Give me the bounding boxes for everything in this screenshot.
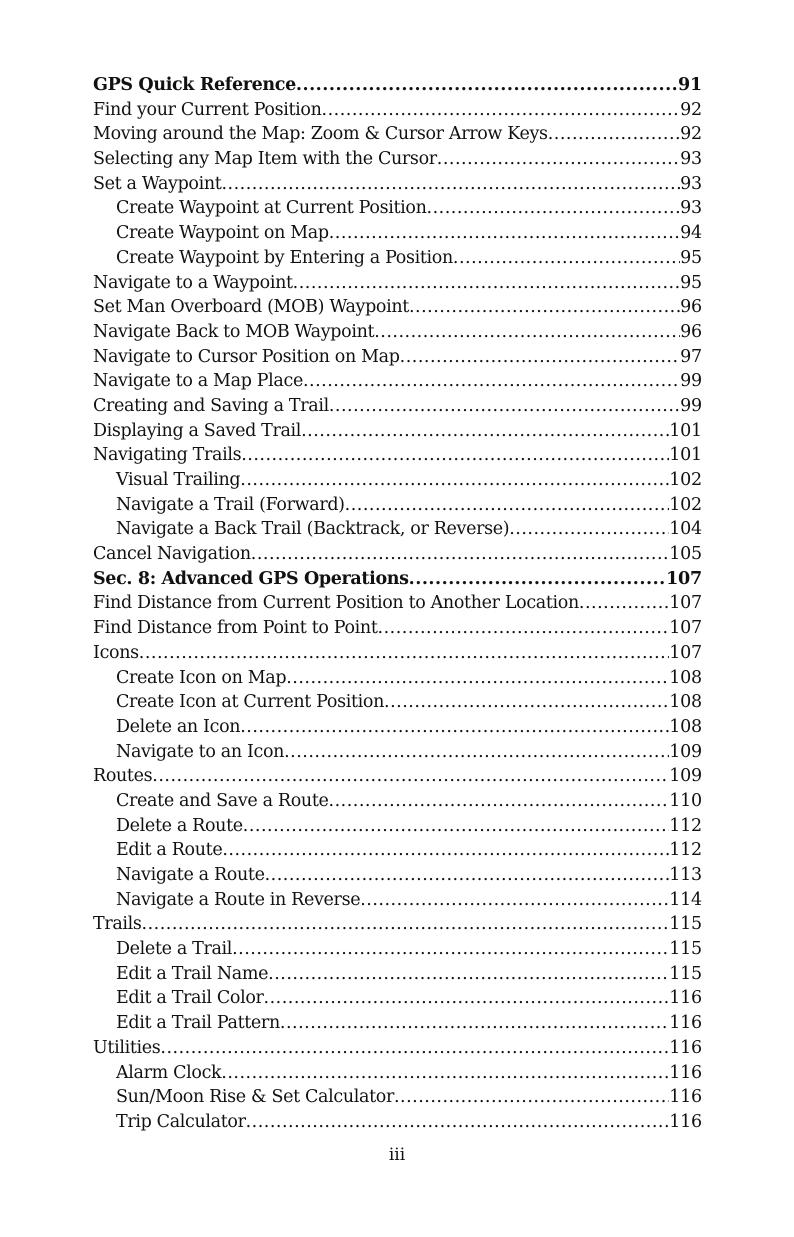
toc-entry-page-number: 102 [669, 494, 702, 515]
toc-entry[interactable] [93, 443, 702, 468]
toc-entry-page-number: 102 [669, 470, 702, 490]
toc-entry-title: Sec. 8: Advanced GPS Operations [93, 568, 409, 589]
toc-entry-title: Sun/Moon Rise & Set Calculator [116, 1087, 394, 1108]
toc-entry-title: Creating and Saving a Trail [93, 395, 329, 416]
toc-entry-page-number: 116 [669, 1037, 702, 1058]
toc-entry[interactable] [93, 641, 702, 666]
toc-entry-page-number: 95 [680, 247, 702, 268]
dot-leader [301, 419, 669, 444]
dot-leader [268, 962, 669, 987]
dot-leader [232, 937, 669, 962]
toc-entry[interactable] [93, 369, 702, 394]
toc-entry-page-number: 112 [669, 840, 702, 861]
toc-subentry[interactable] [93, 838, 702, 863]
dot-leader [579, 591, 669, 616]
dot-leader [240, 715, 669, 740]
dot-leader [296, 73, 678, 98]
toc-entry-title: Set Man Overboard (MOB) Waypoint [93, 297, 409, 318]
toc-subentry[interactable] [93, 666, 702, 691]
toc-entry-title: Find Distance from Point to Point [93, 618, 378, 639]
toc-entry[interactable] [93, 147, 702, 172]
toc-entry-title: Create Icon on Map [116, 667, 287, 688]
toc-entry-page-number: 93 [680, 198, 702, 219]
dot-leader [241, 443, 669, 468]
toc-entry-title: Visual Trailing [116, 470, 241, 490]
dot-leader [384, 690, 669, 715]
toc-subentry[interactable] [93, 937, 702, 962]
toc-entry-page-number: 99 [680, 371, 702, 392]
toc-entry-page-number: 101 [669, 445, 702, 466]
toc-subentry[interactable] [93, 789, 702, 814]
toc-entry-page-number: 112 [669, 815, 702, 836]
dot-leader [374, 320, 680, 345]
toc-entry-title: Cancel Navigation [93, 544, 251, 565]
toc-entry-page-number: 95 [680, 272, 702, 293]
toc-entry-page-number: 109 [669, 741, 702, 762]
toc-entry-title: Edit a Route [116, 840, 223, 861]
toc-entry-page-number: 92 [680, 99, 702, 120]
toc-entry-title: Create Icon at Current Position [116, 692, 384, 713]
toc-entry[interactable] [93, 567, 702, 592]
toc-subentry[interactable] [93, 962, 702, 987]
dot-leader [329, 394, 680, 419]
toc-entry-title: Navigate a Route in Reverse [116, 889, 361, 910]
dot-leader [243, 814, 669, 839]
dot-leader [378, 616, 670, 641]
dot-leader [265, 863, 670, 888]
toc-entry-page-number: 92 [680, 124, 702, 145]
toc-entry-page-number: 108 [669, 667, 702, 688]
toc-subentry[interactable] [93, 196, 702, 221]
dot-leader [329, 789, 670, 814]
toc-entry-page-number: 116 [669, 1087, 702, 1108]
dot-leader [548, 122, 680, 147]
dot-leader [142, 912, 670, 937]
toc-entry-title: Navigate to Cursor Position on Map [93, 346, 400, 367]
toc-entry-title: Navigate to an Icon [116, 741, 285, 762]
toc-entry-title: Displaying a Saved Trail [93, 420, 302, 441]
toc-entry-page-number: 114 [669, 889, 702, 910]
toc-entry[interactable] [93, 394, 702, 419]
toc-subentry[interactable] [93, 1110, 702, 1135]
dot-leader [160, 1036, 669, 1061]
table-of-contents [93, 73, 702, 1135]
toc-entry[interactable] [93, 345, 702, 370]
toc-entry-title: Create Waypoint at Current Position [116, 198, 427, 219]
toc-entry-title: Find your Current Position [93, 99, 322, 120]
toc-entry[interactable] [93, 295, 702, 320]
toc-entry-title: Create and Save a Route [116, 790, 329, 811]
toc-entry-title: Create Waypoint by Entering a Position [116, 247, 453, 268]
dot-leader [221, 1061, 669, 1086]
dot-leader [360, 888, 669, 913]
toc-entry-title: Alarm Clock [116, 1062, 222, 1083]
dot-leader [303, 369, 680, 394]
toc-subentry[interactable] [93, 888, 702, 913]
dot-leader [329, 221, 680, 246]
toc-entry-page-number: 116 [669, 1111, 702, 1132]
toc-entry-title: Edit a Trail Pattern [116, 1013, 280, 1034]
toc-subentry[interactable] [93, 740, 702, 765]
toc-entry[interactable] [93, 912, 702, 937]
toc-entry-title: Edit a Trail Color [116, 988, 264, 1009]
toc-entry-title: Delete a Route [116, 815, 243, 836]
dot-leader [222, 838, 669, 863]
toc-entry[interactable] [93, 172, 702, 197]
toc-entry[interactable] [93, 542, 702, 567]
toc-entry-title: Moving around the Map: Zoom & Cursor Arrow Keys [93, 124, 548, 145]
toc-entry[interactable] [93, 320, 702, 345]
toc-entry-page-number: 105 [669, 544, 702, 565]
toc-entry-page-number: 107 [669, 593, 702, 614]
toc-entry-title: Trip Calculator [116, 1111, 246, 1132]
toc-entry-page-number: 107 [669, 618, 702, 639]
toc-entry[interactable] [93, 122, 702, 147]
dot-leader [345, 493, 670, 518]
toc-subentry[interactable] [93, 1061, 702, 1086]
dot-leader [286, 666, 669, 691]
toc-entry-title: Find Distance from Current Position to Another Location [93, 593, 579, 614]
toc-subentry[interactable] [93, 1085, 702, 1110]
dot-leader [284, 740, 669, 765]
toc-entry-title: Navigate a Route [116, 865, 265, 885]
page-number: iii [388, 1145, 406, 1165]
toc-entry-page-number: 116 [669, 988, 702, 1009]
toc-entry-title: Set a Waypoint [93, 173, 222, 194]
toc-subentry[interactable] [93, 814, 702, 839]
toc-entry[interactable] [93, 98, 702, 123]
dot-leader [240, 468, 669, 493]
toc-entry-title: Selecting any Map Item with the Cursor [93, 149, 437, 170]
toc-entry[interactable] [93, 419, 702, 444]
toc-entry-title: Icons [93, 642, 139, 663]
toc-entry-page-number: 101 [669, 420, 702, 441]
toc-entry[interactable] [93, 73, 702, 98]
dot-leader [221, 172, 680, 197]
toc-entry-page-number: 96 [680, 321, 702, 342]
toc-entry-page-number: 91 [678, 75, 702, 95]
dot-leader [394, 1085, 669, 1110]
toc-entry-page-number: 115 [669, 939, 702, 960]
toc-entry[interactable] [93, 616, 702, 641]
toc-entry-page-number: 109 [669, 766, 702, 787]
toc-subentry[interactable] [93, 1011, 702, 1036]
dot-leader [427, 196, 681, 221]
toc-entry-page-number: 94 [680, 223, 702, 244]
dot-leader [280, 1011, 669, 1036]
toc-entry-page-number: 107 [669, 642, 702, 663]
toc-entry-title: Create Waypoint on Map [116, 223, 329, 244]
toc-subentry[interactable] [93, 690, 702, 715]
toc-entry[interactable] [93, 1036, 702, 1061]
toc-entry[interactable] [93, 591, 702, 616]
toc-subentry[interactable] [93, 468, 702, 493]
toc-entry-page-number: 96 [680, 297, 702, 318]
toc-entry-page-number: 93 [680, 149, 702, 170]
dot-leader [293, 271, 680, 296]
toc-entry-title: Routes [93, 766, 153, 787]
dot-leader [437, 147, 680, 172]
toc-entry-title: Utilities [93, 1037, 161, 1058]
toc-entry[interactable] [93, 764, 702, 789]
toc-entry-title: Navigating Trails [93, 445, 242, 466]
toc-subentry[interactable] [93, 221, 702, 246]
toc-entry-title: Trails [93, 914, 142, 935]
toc-entry-page-number: 115 [669, 963, 702, 984]
dot-leader [509, 517, 669, 542]
toc-entry-page-number: 93 [680, 173, 702, 194]
toc-entry-page-number: 104 [669, 519, 702, 540]
toc-subentry[interactable] [93, 986, 702, 1011]
dot-leader [409, 567, 666, 592]
toc-subentry[interactable] [93, 517, 702, 542]
toc-entry-title: Navigate Back to MOB Waypoint [93, 321, 375, 342]
toc-entry-title: GPS Quick Reference [93, 75, 296, 95]
toc-entry-page-number: 97 [680, 346, 702, 367]
toc-subentry[interactable] [93, 246, 702, 271]
toc-subentry[interactable] [93, 715, 702, 740]
toc-entry-page-number: 108 [669, 692, 702, 713]
toc-subentry[interactable] [93, 493, 702, 518]
toc-entry-page-number: 113 [669, 865, 702, 885]
toc-entry-title: Delete a Trail [116, 939, 233, 960]
toc-entry-page-number: 116 [669, 1013, 702, 1034]
dot-leader [251, 542, 669, 567]
toc-subentry[interactable] [93, 863, 702, 888]
dot-leader [264, 986, 670, 1011]
dot-leader [322, 98, 681, 123]
dot-leader [400, 345, 681, 370]
toc-entry-title: Navigate a Trail (Forward) [116, 494, 345, 515]
toc-entry-page-number: 110 [669, 790, 702, 811]
toc-entry-title: Navigate to a Waypoint [93, 272, 293, 293]
toc-entry-page-number: 99 [680, 395, 702, 416]
toc-entry[interactable] [93, 271, 702, 296]
toc-entry-page-number: 107 [666, 568, 702, 589]
dot-leader [246, 1110, 670, 1135]
dot-leader [139, 641, 669, 666]
toc-entry-page-number: 115 [669, 914, 702, 935]
toc-entry-page-number: 116 [669, 1062, 702, 1083]
toc-entry-title: Edit a Trail Name [116, 963, 269, 984]
dot-leader [409, 295, 680, 320]
dot-leader [453, 246, 680, 271]
toc-entry-title: Navigate a Back Trail (Backtrack, or Reverse) [116, 519, 510, 540]
toc-entry-title: Delete an Icon [116, 716, 241, 737]
toc-entry-title: Navigate to a Map Place [93, 371, 303, 392]
toc-entry-page-number: 108 [669, 716, 702, 737]
dot-leader [152, 764, 669, 789]
